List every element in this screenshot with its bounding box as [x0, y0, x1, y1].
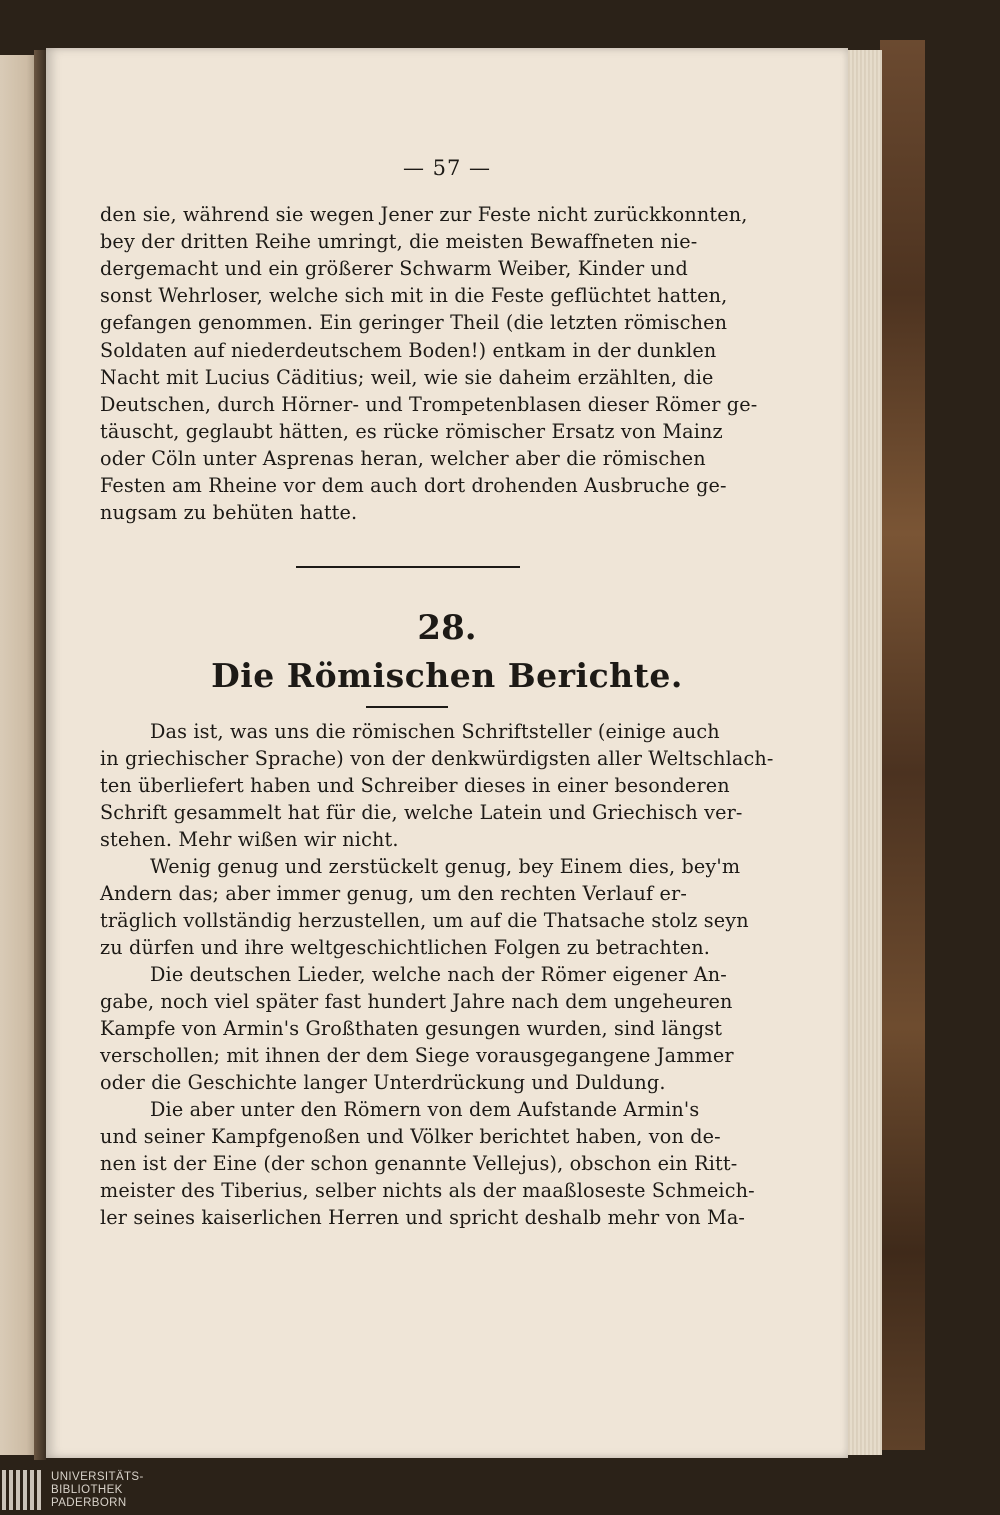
- text-line: Die deutschen Lieder, welche nach der Römer eigener An-: [150, 963, 727, 986]
- text-line: oder die Geschichte langer Unterdrückung und Duldung.: [100, 1071, 666, 1094]
- text-line: Nacht mit Lucius Cäditius; weil, wie sie daheim erzählten, die: [100, 365, 714, 389]
- text-line: Soldaten auf niederdeutschem Boden!) entkam in der dunklen: [100, 338, 717, 362]
- section-number: 28.: [417, 608, 477, 648]
- text-line: dergemacht und ein größerer Schwarm Weiber, Kinder und: [100, 257, 688, 281]
- text-line: nen ist der Eine (der schon genannte Vellejus), obschon ein Ritt-: [100, 1152, 738, 1175]
- left-page-edge: [0, 55, 38, 1455]
- book-gutter: [34, 50, 46, 1460]
- title-underline: [366, 706, 448, 708]
- section-divider: [296, 566, 520, 568]
- page-number: — 57 —: [402, 156, 492, 180]
- text-line: ler seines kaiserlichen Herren und spricht deshalb mehr von Ma-: [100, 1206, 746, 1229]
- text-line: Die aber unter den Römern von dem Aufstande Armin's: [150, 1098, 700, 1121]
- logo-line-1: UNIVERSITÄTS-: [51, 1470, 144, 1483]
- text-line: Das ist, was uns die römischen Schriftsteller (einige auch: [150, 720, 720, 743]
- logo-line-3: PADERBORN: [51, 1496, 127, 1509]
- logo-text: [51, 1471, 144, 1510]
- text-line: zu dürfen und ihre weltgeschichtlichen Folgen zu betrachten.: [100, 936, 711, 959]
- text-line: gefangen genommen. Ein geringer Theil (die letzten römischen: [100, 311, 728, 335]
- text-line: gabe, noch viel später fast hundert Jahre nach dem ungeheuren: [100, 990, 733, 1013]
- text-line: in griechischer Sprache) von der denkwürdigsten aller Weltschlach-: [100, 747, 774, 770]
- text-line: träglich vollständig herzustellen, um auf die Thatsache stolz seyn: [100, 909, 749, 932]
- text-line: verschollen; mit ihnen der dem Siege vorausgegangene Jammer: [100, 1044, 734, 1067]
- text-line: bey der dritten Reihe umringt, die meisten Bewaffneten nie-: [100, 230, 698, 254]
- library-logo: [2, 1468, 144, 1512]
- logo-line-2: BIBLIOTHEK: [51, 1483, 123, 1496]
- footer-bar: [0, 1465, 1000, 1515]
- text-line: stehen. Mehr wißen wir nicht.: [100, 828, 399, 851]
- text-line: sonst Wehrloser, welche sich mit in die Feste geflüchtet hatten,: [100, 284, 728, 308]
- text-line: und seiner Kampfgenoßen und Völker berichtet haben, von de-: [100, 1125, 721, 1148]
- logo-stripes-icon: [2, 1470, 41, 1510]
- text-line: nugsam zu behüten hatte.: [100, 501, 358, 525]
- text-line: täuscht, geglaubt hätten, es rücke römischer Ersatz von Mainz: [100, 419, 723, 443]
- text-line: Deutschen, durch Hörner- und Trompetenblasen dieser Römer ge-: [100, 392, 758, 416]
- text-line: ten überliefert haben und Schreiber dieses in einer besonderen: [100, 774, 730, 797]
- text-line: meister des Tiberius, selber nichts als der maaßloseste Schmeich-: [100, 1179, 755, 1202]
- text-line: Wenig genug und zerstückelt genug, bey Einem dies, bey'm: [150, 855, 741, 878]
- book-page: [46, 48, 848, 1458]
- section-title: Die Römischen Berichte.: [211, 656, 683, 695]
- marbled-cover-board: [880, 40, 925, 1450]
- text-line: Schrift gesammelt hat für die, welche Latein und Griechisch ver-: [100, 801, 743, 824]
- text-line: Andern das; aber immer genug, um den rechten Verlauf er-: [100, 882, 688, 905]
- text-line: Kampfe von Armin's Großthaten gesungen wurden, sind längst: [100, 1017, 723, 1040]
- page-block-edges: [846, 50, 882, 1455]
- text-line: oder Cöln unter Asprenas heran, welcher aber die römischen: [100, 446, 706, 470]
- text-line: den sie, während sie wegen Jener zur Feste nicht zurückkonnten,: [100, 203, 748, 226]
- text-line: Festen am Rheine vor dem auch dort drohenden Ausbruche ge-: [100, 474, 727, 497]
